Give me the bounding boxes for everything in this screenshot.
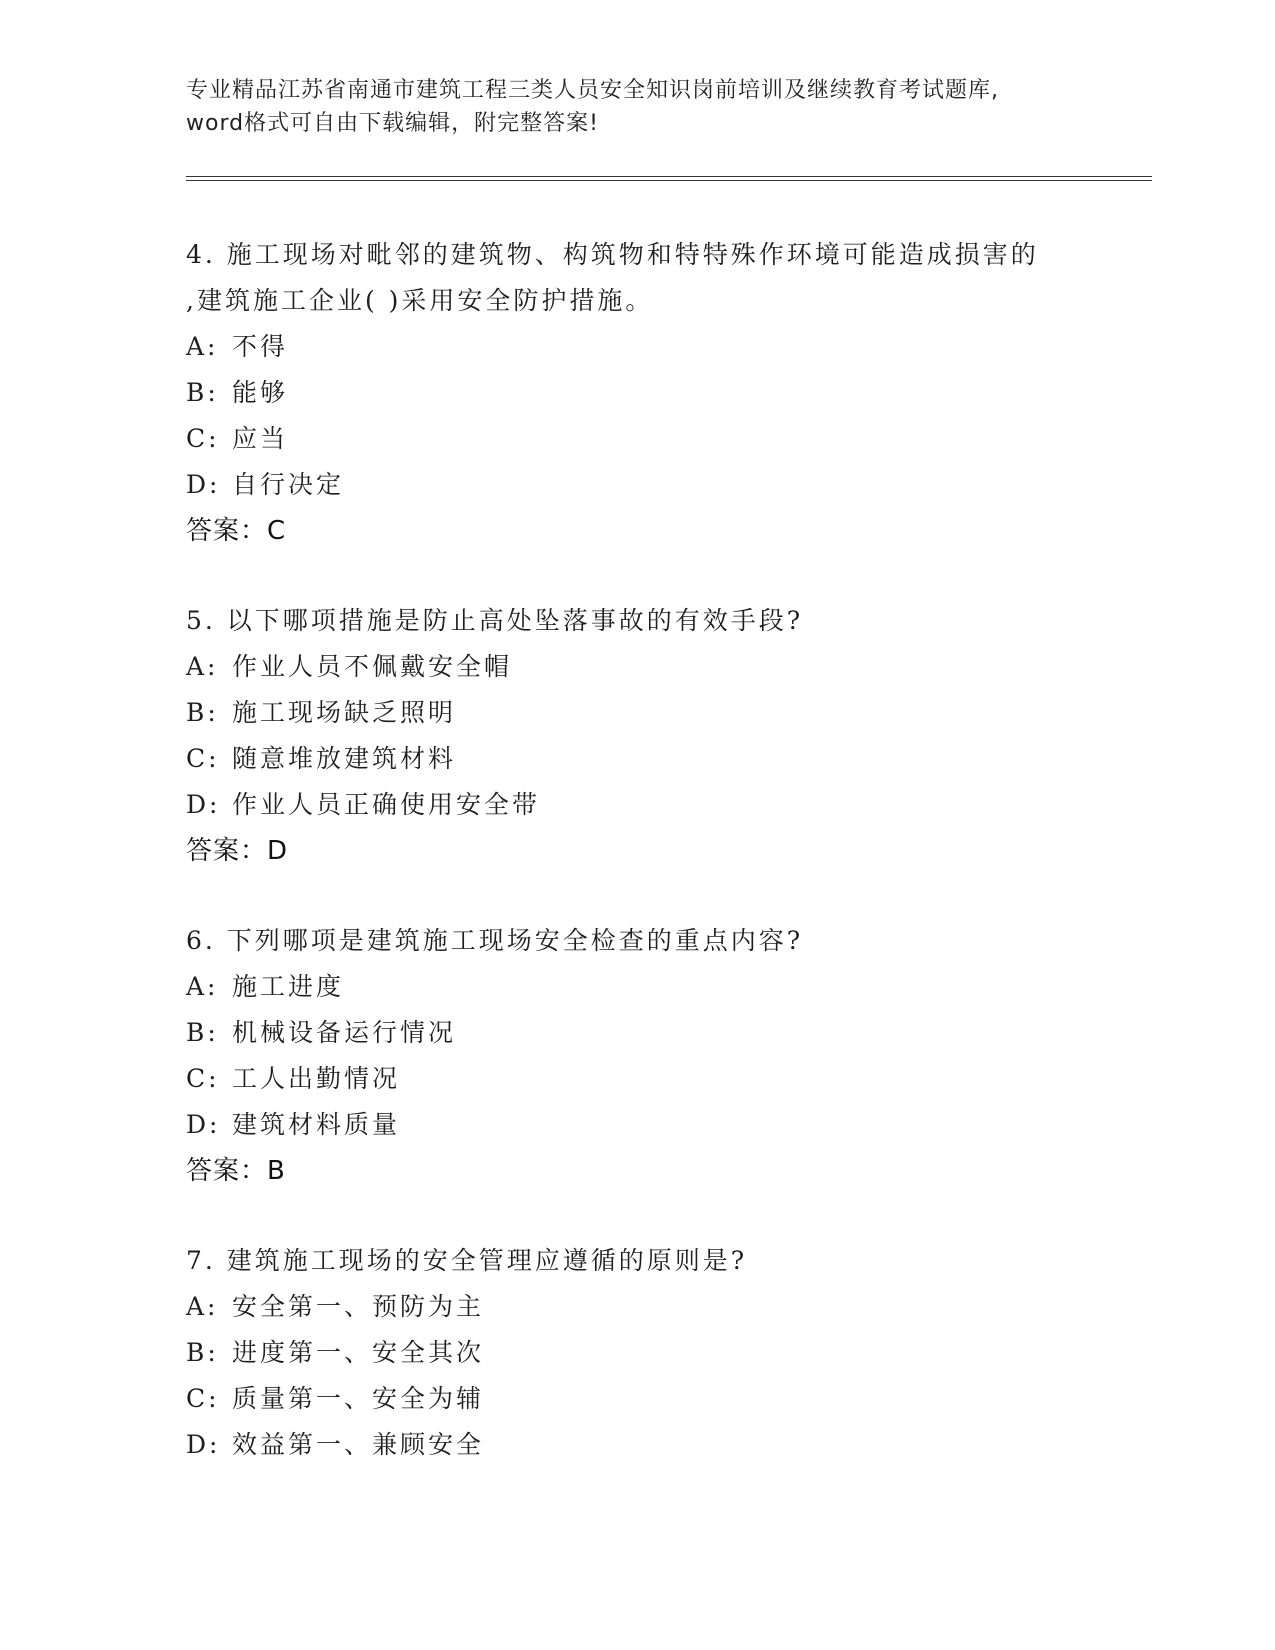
option-c <box>186 1056 1086 1102</box>
option-text: 工人出勤情况 <box>232 1064 401 1093</box>
option-b <box>186 1010 1086 1056</box>
option-b <box>186 690 1086 736</box>
question-stem-line: 5. 以下哪项措施是防止高处坠落事故的有效手段? <box>186 606 804 635</box>
option-d <box>186 1102 1086 1148</box>
option-a <box>186 964 1086 1010</box>
option-text: 作业人员正确使用安全带 <box>232 790 541 819</box>
option-letter: A: <box>186 1292 219 1321</box>
question-stem-line: 4. 施工现场对毗邻的建筑物、构筑物和特特殊作环境可能造成损害的 <box>186 240 1039 269</box>
answer-label: 答案：D <box>186 836 289 866</box>
option-letter: A: <box>186 332 219 361</box>
option-letter: A: <box>186 652 219 681</box>
question-stem-line: ,建筑施工企业( )采用安全防护措施。 <box>186 286 654 315</box>
option-a <box>186 644 1086 690</box>
option-text: 随意堆放建筑材料 <box>232 744 457 773</box>
option-text: 应当 <box>232 424 289 453</box>
option-d <box>186 462 1086 508</box>
question-stem-line: 7. 建筑施工现场的安全管理应遵循的原则是? <box>186 1246 748 1275</box>
header-line-2: word格式可自由下载编辑，附完整答案! <box>186 111 599 136</box>
option-letter: B: <box>186 1338 219 1367</box>
option-text: 进度第一、安全其次 <box>232 1338 485 1367</box>
option-letter: B: <box>186 1018 219 1047</box>
option-letter: C: <box>186 744 220 773</box>
option-text: 能够 <box>232 378 289 407</box>
option-text: 建筑材料质量 <box>232 1110 401 1139</box>
option-text: 施工现场缺乏照明 <box>232 698 457 727</box>
question-block <box>186 232 1086 554</box>
option-letter: D: <box>186 470 221 499</box>
document-header <box>186 74 1086 140</box>
option-letter: C: <box>186 424 220 453</box>
header-divider <box>186 176 1152 181</box>
answer-label: 答案：B <box>186 1156 286 1186</box>
option-text: 效益第一、兼顾安全 <box>232 1430 485 1459</box>
question-block <box>186 598 1086 874</box>
option-letter: B: <box>186 378 219 407</box>
option-letter: C: <box>186 1384 220 1413</box>
question-stem-line: 6. 下列哪项是建筑施工现场安全检查的重点内容? <box>186 926 804 955</box>
option-letter: B: <box>186 698 219 727</box>
question-stem <box>186 918 1086 964</box>
option-text: 自行决定 <box>232 470 345 499</box>
question-stem <box>186 598 1086 644</box>
option-text: 机械设备运行情况 <box>232 1018 457 1047</box>
header-line-1: 专业精品江苏省南通市建筑工程三类人员安全知识岗前培训及继续教育考试题库, <box>186 78 999 103</box>
option-d <box>186 782 1086 828</box>
option-text: 质量第一、安全为辅 <box>232 1384 485 1413</box>
question-stem <box>186 1238 1086 1284</box>
question-list <box>186 232 1086 1512</box>
option-letter: D: <box>186 1430 221 1459</box>
option-text: 施工进度 <box>232 972 345 1001</box>
option-c <box>186 1376 1086 1422</box>
option-d <box>186 1422 1086 1468</box>
option-c <box>186 416 1086 462</box>
option-a <box>186 1284 1086 1330</box>
option-a <box>186 324 1086 370</box>
option-b <box>186 1330 1086 1376</box>
option-text: 作业人员不佩戴安全帽 <box>232 652 513 681</box>
question-block <box>186 918 1086 1194</box>
option-letter: D: <box>186 1110 221 1139</box>
answer-label: 答案：C <box>186 516 287 546</box>
question-stem <box>186 232 1086 324</box>
option-c <box>186 736 1086 782</box>
option-letter: A: <box>186 972 219 1001</box>
question-block <box>186 1238 1086 1468</box>
option-b <box>186 370 1086 416</box>
option-letter: D: <box>186 790 221 819</box>
option-text: 安全第一、预防为主 <box>232 1292 485 1321</box>
option-text: 不得 <box>232 332 289 361</box>
option-letter: C: <box>186 1064 220 1093</box>
